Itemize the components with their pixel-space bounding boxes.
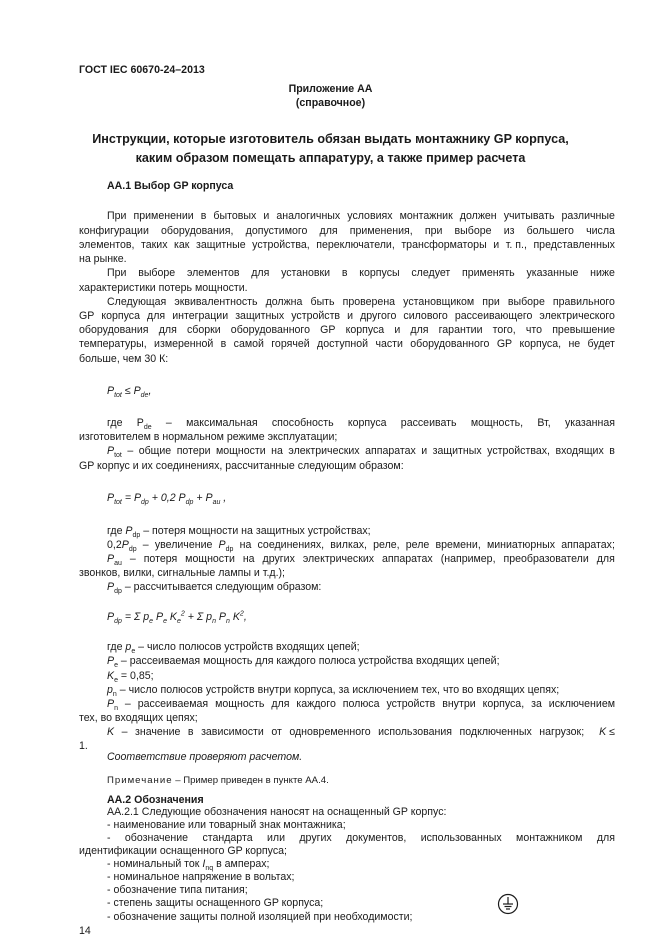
word: вилках, [330,539,367,551]
word: не [568,338,581,350]
word: эквивалентность [174,296,258,308]
word: электрических [302,553,375,565]
word: полюса [342,698,380,710]
p3-line5: больше, чем 30 К: [79,353,169,365]
p2-line2: характеристики потерь мощности. [79,282,248,294]
word: таких [141,239,168,251]
word: $P_{de}$ [136,417,152,432]
word: на [242,553,255,565]
word: для [251,267,270,279]
word: силового [403,310,448,322]
word: других [299,832,332,844]
word: правильного [552,296,615,308]
word: K ≤ [599,726,615,738]
word: учитывать [503,210,555,222]
word: других [262,553,295,565]
where-pe-poles: где $p_e$ – число полюсов устройств входящих цепей; [107,641,360,656]
word: каждого [296,698,336,710]
word: применении [133,210,194,222]
word: установщиком [403,296,475,308]
aa2-intro: АА.2.1 Следующие обозначения наносят на оснащенный GP корпус: [107,806,447,818]
word: указанные [526,267,579,279]
word: где [107,417,123,429]
word: использованных [420,832,502,844]
word: оборудованного [410,338,490,350]
word: и [263,210,270,222]
word: одновременного [289,726,371,738]
word: реле, [373,539,400,551]
where-pdp: где $P_{dp}$ – потеря мощности на защитных устройствах; [107,525,371,540]
word: бытовых [213,210,257,222]
word: допустимого [245,225,308,237]
aa2-item-standard-cont: идентификации оснащенного GP корпуса; [79,845,287,857]
word: максимальная [186,417,258,429]
word: монтажник [399,210,453,222]
word: реле [405,539,430,551]
word: в [200,210,207,222]
word: сборки [186,324,221,336]
word: оборудования [79,324,149,336]
word: $P_{dp}$ [218,539,234,554]
word: аппаратах; [561,539,615,551]
word: времени, [435,539,481,551]
protective-earth-icon [497,893,519,915]
word: указанная [564,417,615,429]
word: ниже [590,267,615,279]
where-pde-line [107,417,615,432]
standard-header: ГОСТ IEC 60670-24–2013 [79,64,205,76]
word: в [609,445,615,457]
word: конфигурации [79,225,149,237]
word: – [127,445,134,457]
word: применения, [349,225,413,237]
word: При [107,267,127,279]
aa2-item-supply: - обозначение типа питания; [107,884,248,896]
word: электрического [539,310,615,322]
word: мощность, [470,417,524,429]
word: общие [138,445,172,457]
word: рассеивать [400,417,457,429]
word: что [525,324,543,336]
word: увеличение [154,539,213,551]
word: нагрузок; [539,726,585,738]
word: потери [176,445,211,457]
p3-line3 [79,325,615,336]
word: Вт, [537,417,551,429]
word: выборе [454,225,492,237]
word: для [596,553,615,565]
word: монтажником [516,832,583,844]
p3-line2 [79,311,615,322]
word: преобразователи [503,553,589,565]
word: интеграции [172,310,229,322]
formula-ptot-le-pde: $P_{tot} \le P_{de}$, [107,385,152,400]
word: за [531,698,542,710]
word: GP [79,310,95,322]
word: как [174,239,190,251]
word: и [347,310,354,322]
word: Следующая [107,296,167,308]
word: мощность [215,698,265,710]
formula-pdp: $P_{dp} = \Sigma$ $p_e$ $P_e$ $K_e^2 + \Sigma$ $p_n$ $P_n$ $K^2$, [107,610,247,626]
word: элементов, [79,239,135,251]
word: аналогичных [276,210,341,222]
where-pau [107,553,615,568]
word: т. п., [505,239,527,251]
word: для [158,324,177,336]
word: исключением [548,698,615,710]
where-pn-poles: $p_n$ – число полюсов устройств внутри корпуса, за исключением тех, что во входящих цепях; [107,684,560,699]
word: мощности [185,553,235,565]
word: для [410,324,429,336]
word: корпуса [345,324,385,336]
word: переключатели, [316,239,395,251]
p1-line3 [79,240,615,251]
word: применять [462,267,515,279]
word: из [503,225,515,237]
where-pn-power-cont: тех, во входящих цепях; [79,712,198,724]
p3-line4 [79,339,615,350]
word: части [375,338,403,350]
section-aa1-heading: АА.1 Выбор GP корпуса [107,180,234,192]
word: $P_n$ [107,698,118,713]
word: на [239,539,252,551]
word: оборудованного [230,324,310,336]
where-ke: $K_e = 0,85$; [107,670,154,685]
word: защитных [235,310,285,322]
aa2-item-voltage: - номинальное напряжение в вольтах; [107,871,295,883]
word: обозначение [124,832,189,844]
word: – [142,539,149,551]
word: внутри [442,698,476,710]
word: выборе [507,296,545,308]
note [107,776,329,786]
word: следует [411,267,451,279]
word: будет [587,338,615,350]
word: измеренной [154,338,214,350]
word: способность [271,417,334,429]
word: $P_{tot}$ [107,445,122,460]
word: зависимости [201,726,264,738]
word: подключенных [459,726,532,738]
word: доступной [317,338,369,350]
word: горячей [271,338,310,350]
word: в [187,726,194,738]
word: корпуса [347,417,387,429]
word: представленных [533,239,615,251]
word: $P_{au}$ [107,553,122,568]
word: другого [360,310,397,322]
page-number: 14 [79,925,91,937]
word: самой [233,338,264,350]
ptot-definition-line [107,445,615,460]
where-pdp-calc: $P_{dp}$ – рассчитывается следующим образом: [107,581,322,596]
word: числа [586,225,615,237]
word: для [271,698,290,710]
word: оборудования, [161,225,234,237]
word: - [107,832,111,844]
word: использования [378,726,452,738]
word: При [107,210,127,222]
note-text: – Пример приведен в пункте АА.4. [172,775,329,786]
main-title-line2: каким образом помещать аппаратуру, а также пример расчета [135,151,526,165]
aa2-item-insulation: - обозначение защиты полной изоляцией при необходимости; [107,911,413,923]
where-k [107,727,615,738]
p1-line4: на рынке. [79,253,127,265]
where-pau-cont: звонков, вилки, сигнальные лампы и т.д.); [79,567,285,579]
word: K [107,726,115,738]
word: должен [459,210,497,222]
word: превышение [552,324,615,336]
word: устройствах, [487,445,550,457]
word: потеря [143,553,178,565]
note-label: Примечание [107,775,173,786]
word: от [271,726,282,738]
word: при [482,296,500,308]
word: или [266,832,285,844]
word: – [124,698,131,710]
word: и [493,239,500,251]
appendix-subtitle: (справочное) [295,97,366,109]
word: рассеиваемая [137,698,209,710]
word: устройства, [252,239,310,251]
word: значение [134,726,181,738]
word: электрических [288,445,360,457]
word: рассеивающего [454,310,533,322]
aa2-item-ip: - степень защиты оснащенного GP корпуса; [107,897,324,909]
aa2-item-standard [107,833,615,844]
word: трансформаторы [401,239,487,251]
where-k-cont: 1. [79,740,88,752]
word: устройств [291,310,341,322]
word: корпуса [101,310,140,322]
word: в [341,267,348,279]
word: – [121,726,128,738]
formula-ptot: $P_{tot} = P_{dp} + 0,2$ $P_{dp} + P_{au}$ , [107,492,227,507]
where-pn-power [107,698,615,713]
word: аппаратах [382,553,433,565]
ptot-definition-cont: GP корпус и их соединениях, рассчитанные следующим образом: [79,460,404,472]
main-title-line1: Инструкции, которые изготовитель обязан выдать монтажнику GP корпуса, [92,132,569,146]
word: GP [496,338,513,350]
word: в [220,338,227,350]
word: – [165,417,172,429]
word: $0,2P_{dp}$ [107,539,137,554]
word: мощности [216,445,266,457]
where-pe-power: $P_e$ – рассеиваемая мощность для каждого полюса устройства входящих цепей; [107,655,500,670]
word: корпуса, [519,338,562,350]
word: и [394,324,401,336]
word: и [421,445,428,457]
word: для [147,310,166,322]
word: защитные [196,239,246,251]
word: на [271,445,283,457]
where-02pdp [107,539,615,554]
word: гарантии [438,324,483,336]
word: проверена [342,296,396,308]
word: условиях [347,210,393,222]
word: температуры, [79,338,147,350]
word: корпусы [359,267,400,279]
word: входящих [555,445,604,457]
word: защитных [432,445,482,457]
aa2-item-name: - наименование или товарный знак монтажника; [107,819,346,831]
word: элементов [186,267,240,279]
word: устройств [386,698,436,710]
p1-line2 [79,226,615,237]
p1-line1 [107,211,615,222]
word: – [129,553,136,565]
aa2-item-current: - номинальный ток $I_{nq}$ в амперах; [107,858,270,873]
word: различные [561,210,615,222]
check-statement: Соответствие проверяют расчетом. [107,751,303,763]
p3-line1 [107,297,615,308]
word: выборе [138,267,176,279]
word: миниатюрных [486,539,556,551]
word: большего [526,225,574,237]
word: быть [310,296,335,308]
word: аппаратах [365,445,416,457]
word: для [596,832,615,844]
word: (например, [440,553,496,565]
word: для [319,225,338,237]
word: установки [281,267,331,279]
word: при [424,225,443,237]
p2-line1 [107,268,615,279]
word: соединениях, [257,539,325,551]
appendix-title: Приложение АА [288,83,373,95]
word: того, [492,324,516,336]
where-pde-cont: изготовителем в нормальном режиме эксплуатации; [79,431,338,443]
word: должна [265,296,303,308]
word: GP [320,324,336,336]
section-aa2-heading: АА.2 Обозначения [107,794,204,806]
word: корпуса, [482,698,525,710]
word: стандарта [202,832,253,844]
word: документов, [346,832,407,844]
